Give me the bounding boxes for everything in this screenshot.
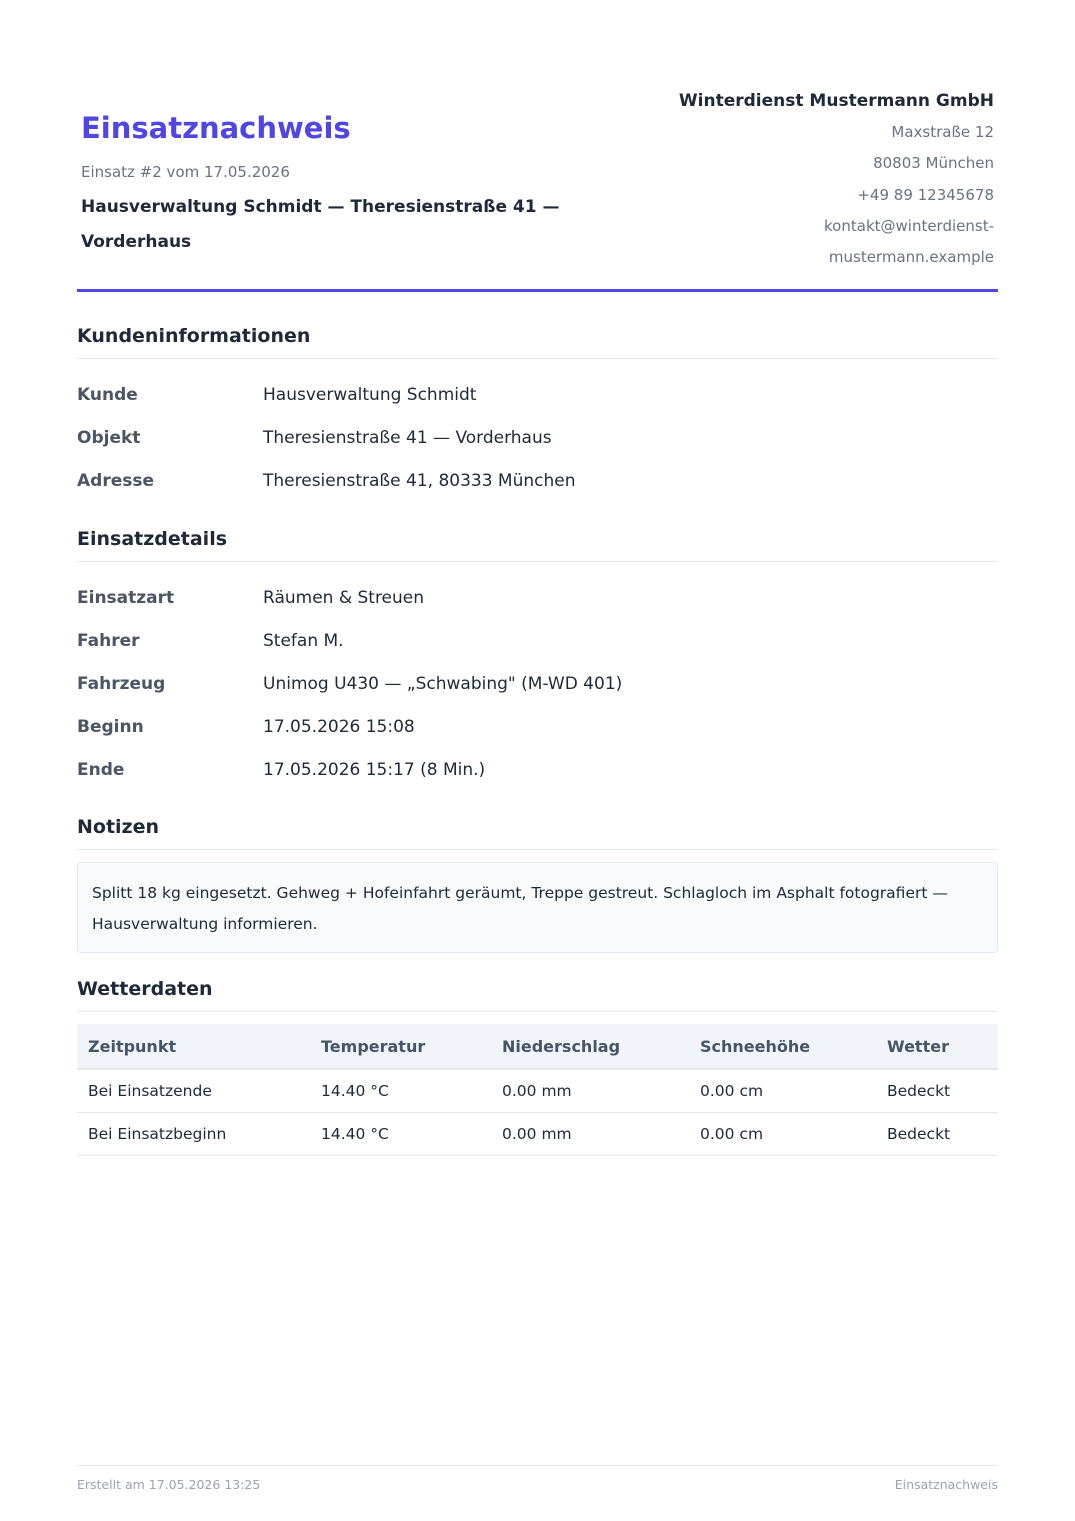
info-label: Beginn [77,716,144,737]
info-row-adresse [77,460,998,503]
info-row-ende [77,748,998,791]
table-header-row [77,1024,998,1069]
column-header: Zeitpunkt [77,1024,310,1069]
table-cell: 0.00 mm [491,1069,689,1113]
column-header: Wetter [876,1024,998,1069]
page-subtitle: Einsatz #2 vom 17.05.2026 [81,163,290,181]
info-label: Ende [77,759,125,780]
info-value: Theresienstraße 41, 80333 München [263,470,576,491]
table-cell: Bedeckt [876,1113,998,1156]
table-cell: 0.00 mm [491,1113,689,1156]
weather-table [77,1024,998,1156]
info-label: Fahrzeug [77,673,166,694]
column-header: Schneehöhe [689,1024,876,1069]
notes-section [77,814,998,953]
info-row-objekt [77,417,998,460]
page-footer [77,1465,998,1492]
customer-section [77,323,998,502]
table-cell: 14.40 °C [310,1069,491,1113]
info-label: Adresse [77,470,155,491]
document-header [77,0,998,292]
table-cell: Bedeckt [876,1069,998,1113]
info-value: Theresienstraße 41 — Vorderhaus [263,428,552,449]
info-value: Stefan M. [263,631,344,652]
info-row-fahrzeug [77,663,998,706]
info-row-beginn [77,705,998,748]
page-title: Einsatznachweis [81,111,351,145]
footer-created: Erstellt am 17.05.2026 13:25 [77,1477,261,1492]
info-row-kunde [77,374,998,417]
details-section [77,526,998,791]
company-street: Maxstraße 12 [891,123,994,141]
info-value: Räumen & Streuen [263,588,425,609]
company-email-line1: kontakt@winterdienst- [824,216,994,235]
info-label: Fahrer [77,631,140,652]
info-value: Unimog U430 — „Schwabing" (M-WD 401) [263,673,623,694]
info-value: 17.05.2026 15:08 [263,716,415,737]
company-email-line2: mustermann.example [828,248,994,267]
table-row [77,1069,998,1113]
table-cell: Bei Einsatzende [77,1069,310,1113]
weather-section [77,976,998,1156]
details-section-title: Einsatzdetails [77,526,998,562]
column-header: Temperatur [310,1024,491,1069]
info-value: 17.05.2026 15:17 (8 Min.) [263,759,486,780]
footer-label: Einsatznachweis [894,1477,998,1492]
notes-box: Splitt 18 kg eingesetzt. Gehweg + Hofeinfahrt geräumt, Treppe gestreut. Schlagloch im Asphalt fotografiert — Hausverwaltung informieren. [77,862,998,953]
info-label: Objekt [77,428,141,449]
company-city: 80803 München [873,154,994,173]
company-name: Winterdienst Mustermann GmbH [678,91,994,111]
table-row [77,1113,998,1156]
weather-section-title: Wetterdaten [77,976,998,1012]
column-header: Niederschlag [491,1024,689,1069]
table-cell: 14.40 °C [310,1113,491,1156]
notes-section-title: Notizen [77,814,998,850]
company-phone: +49 89 12345678 [857,185,994,204]
object-heading: Hausverwaltung Schmidt — Theresienstraße 41 — Vorderhaus [81,197,560,252]
info-value: Hausverwaltung Schmidt [263,385,477,406]
company-block [614,86,994,273]
customer-section-title: Kundeninformationen [77,323,998,359]
info-label: Kunde [77,385,138,406]
info-row-fahrer [77,620,998,663]
table-cell: Bei Einsatzbeginn [77,1113,310,1156]
document-page [77,0,998,1521]
table-cell: 0.00 cm [689,1069,876,1113]
info-row-einsatzart [77,577,998,620]
table-cell: 0.00 cm [689,1113,876,1156]
header-left [81,108,621,260]
info-label: Einsatzart [77,588,175,609]
